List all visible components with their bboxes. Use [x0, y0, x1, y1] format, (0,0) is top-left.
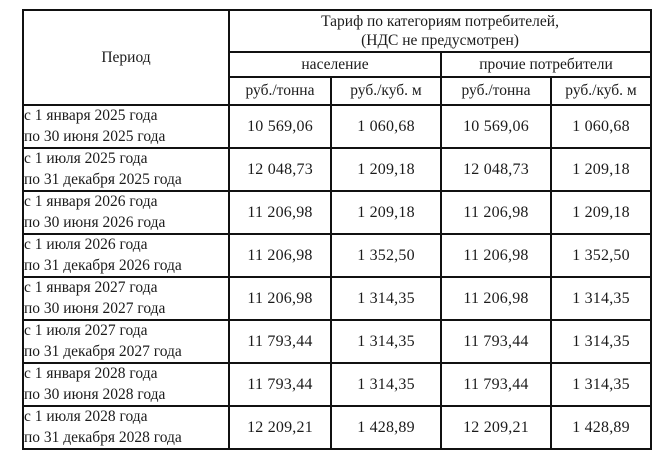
value-cell: 11 206,98: [229, 191, 331, 234]
value-cell: 1 209,18: [331, 148, 441, 191]
period-column-header: Период: [23, 10, 229, 105]
table-row: [23, 191, 651, 234]
unit-header-population-ton: руб./тонна: [229, 77, 331, 105]
period-cell: [23, 105, 229, 148]
value-cell: 1 314,35: [331, 320, 441, 363]
period-cell: [23, 406, 229, 449]
value-cell: 1 209,18: [551, 148, 651, 191]
group-header-population: население: [229, 52, 441, 77]
value-cell: 11 206,98: [229, 277, 331, 320]
value-cell: 1 352,50: [551, 234, 651, 277]
value-cell: 11 206,98: [441, 277, 551, 320]
tariff-title-line2: (НДС не предусмотрен): [361, 32, 519, 49]
period-line2: по 30 июня 2027 года: [24, 299, 166, 317]
value-cell: 12 048,73: [229, 148, 331, 191]
value-cell: 11 206,98: [441, 191, 551, 234]
table-row: [23, 363, 651, 406]
period-line2: по 30 июня 2028 года: [24, 385, 166, 403]
period-line2: по 31 декабря 2028 года: [24, 428, 182, 446]
value-cell: 12 209,21: [441, 406, 551, 449]
value-cell: 1 428,89: [331, 406, 441, 449]
tariff-title-line1: Тариф по категориям потребителей,: [321, 12, 559, 30]
value-cell: 12 048,73: [441, 148, 551, 191]
period-line1: с 1 января 2028 года: [24, 365, 158, 383]
tariff-categories-header: [229, 10, 651, 52]
table-row: [23, 406, 651, 449]
period-line1: с 1 января 2027 года: [24, 279, 158, 297]
table-row: [23, 148, 651, 191]
unit-header-other-m3: руб./куб. м: [551, 77, 651, 105]
value-cell: 11 793,44: [229, 363, 331, 406]
period-cell: [23, 277, 229, 320]
table-row: [23, 320, 651, 363]
period-cell: [23, 234, 229, 277]
value-cell: 1 314,35: [331, 363, 441, 406]
value-cell: 1 428,89: [551, 406, 651, 449]
period-line1: с 1 июля 2028 года: [24, 408, 148, 426]
group-header-other-consumers: прочие потребители: [441, 52, 651, 77]
value-cell: 10 569,06: [229, 105, 331, 148]
period-line2: по 30 июня 2025 года: [24, 127, 166, 145]
value-cell: 10 569,06: [441, 105, 551, 148]
table-row: [23, 277, 651, 320]
period-line1: с 1 января 2026 года: [24, 193, 158, 211]
value-cell: 1 314,35: [331, 277, 441, 320]
table-row: [23, 105, 651, 148]
value-cell: 1 314,35: [551, 363, 651, 406]
value-cell: 11 793,44: [441, 363, 551, 406]
header-row-title: [23, 10, 651, 52]
period-line2: по 31 декабря 2025 года: [24, 170, 182, 188]
period-line1: с 1 июля 2025 года: [24, 150, 148, 168]
period-line2: по 31 декабря 2027 года: [24, 342, 182, 360]
period-cell: [23, 363, 229, 406]
value-cell: 1 060,68: [331, 105, 441, 148]
table-row: [23, 234, 651, 277]
value-cell: 1 209,18: [331, 191, 441, 234]
value-cell: 11 793,44: [229, 320, 331, 363]
value-cell: 12 209,21: [229, 406, 331, 449]
period-line1: с 1 июля 2027 года: [24, 322, 148, 340]
period-cell: [23, 320, 229, 363]
value-cell: 1 352,50: [331, 234, 441, 277]
period-line2: по 31 декабря 2026 года: [24, 256, 182, 274]
value-cell: 1 314,35: [551, 277, 651, 320]
value-cell: 11 206,98: [441, 234, 551, 277]
period-cell: [23, 148, 229, 191]
period-line2: по 30 июня 2026 года: [24, 213, 166, 231]
period-line1: с 1 июля 2026 года: [24, 236, 148, 254]
unit-header-other-ton: руб./тонна: [441, 77, 551, 105]
value-cell: 1 314,35: [551, 320, 651, 363]
value-cell: 11 206,98: [229, 234, 331, 277]
value-cell: 1 060,68: [551, 105, 651, 148]
unit-header-population-m3: руб./куб. м: [331, 77, 441, 105]
value-cell: 11 793,44: [441, 320, 551, 363]
tariff-table: [22, 9, 652, 450]
value-cell: 1 209,18: [551, 191, 651, 234]
period-line1: с 1 января 2025 года: [24, 107, 158, 125]
period-cell: [23, 191, 229, 234]
